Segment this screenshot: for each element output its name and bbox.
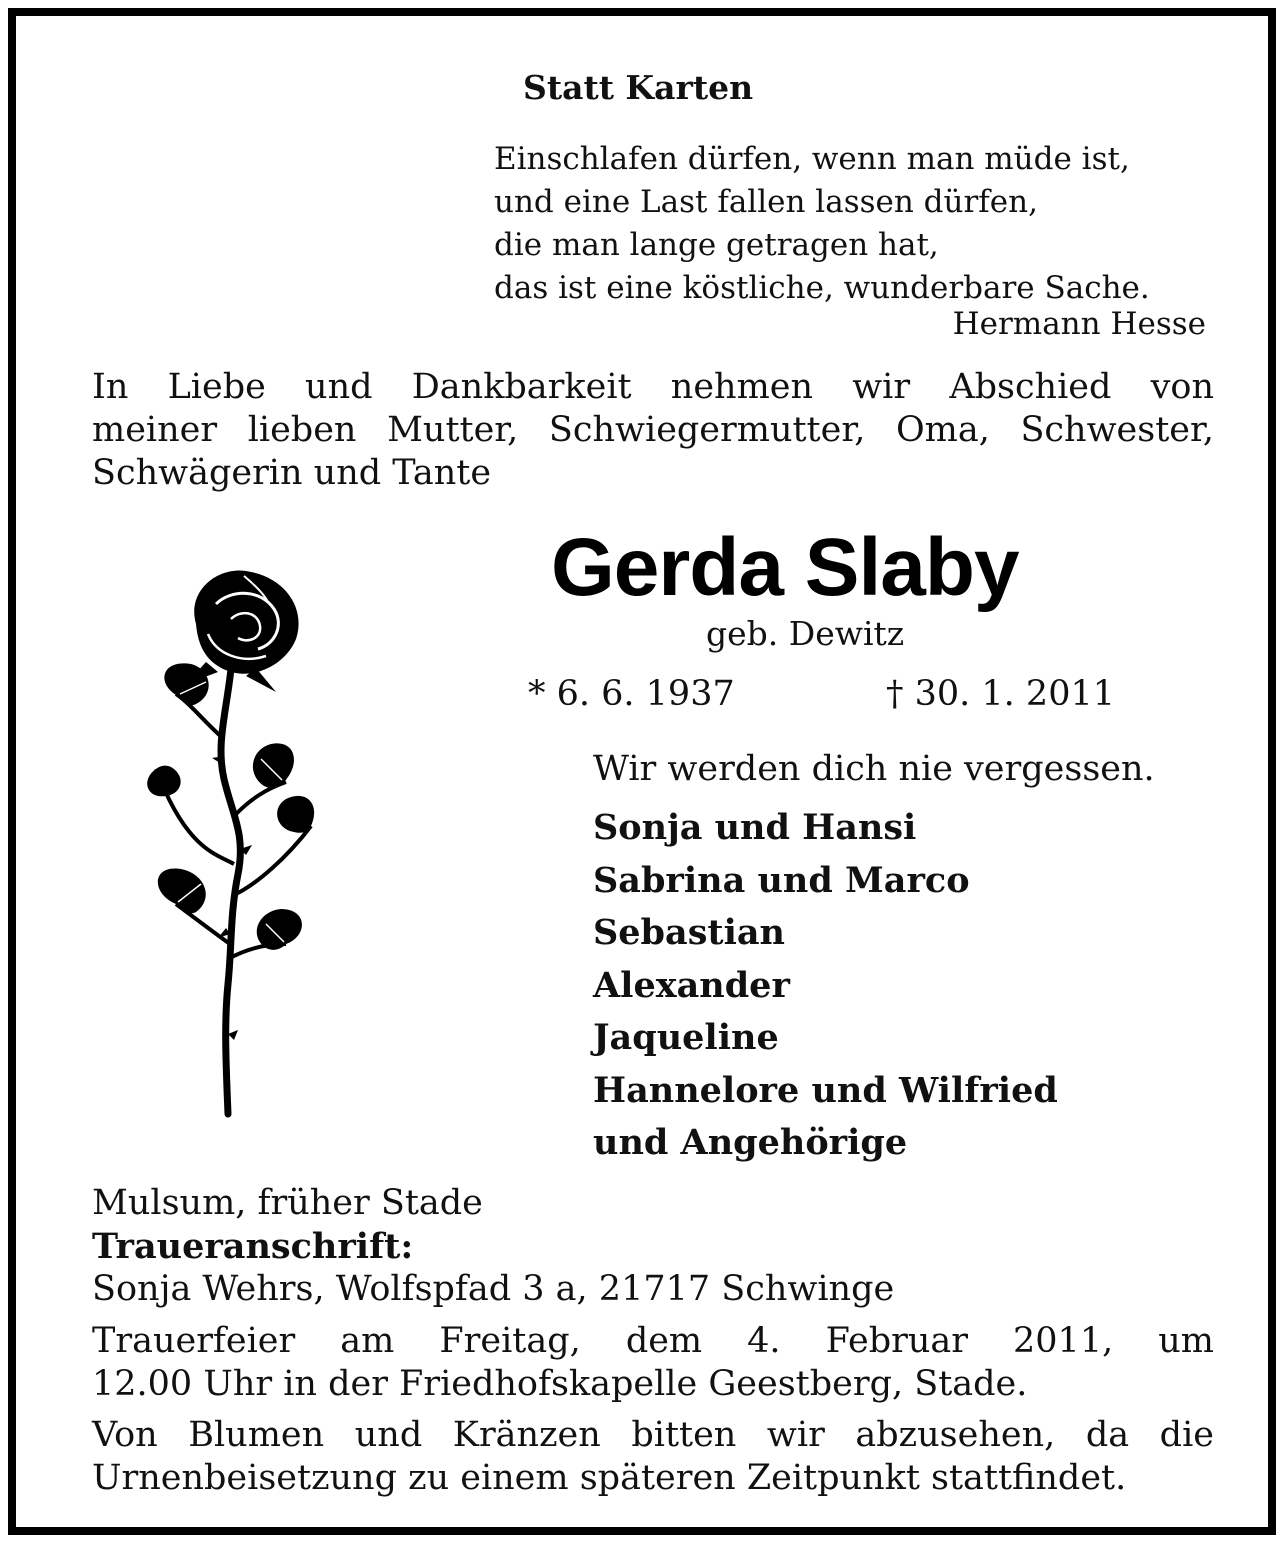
mourner-name: und Angehörige: [593, 1122, 908, 1163]
mourner-name: Sebastian: [593, 912, 785, 953]
ceremony-text: [92, 1320, 1214, 1406]
obituary-notice: [8, 8, 1276, 1535]
header-title: Statt Karten: [523, 68, 754, 107]
intro-line: meiner lieben Mutter, Schwiegermutter, Oma, Schwester,: [92, 410, 1214, 450]
place-line: Mulsum, früher Stade: [92, 1183, 483, 1223]
poem-author: Hermann Hesse: [952, 306, 1206, 342]
mourner-name: Hannelore und Wilfried: [593, 1069, 1058, 1111]
deceased-name: Gerda Slaby: [551, 522, 1019, 613]
mourner-name: Jaqueline: [593, 1017, 779, 1058]
rose-icon: [136, 564, 326, 1129]
poem-line: die man lange getragen hat,: [494, 227, 939, 263]
mourner-name: Alexander: [593, 964, 790, 1006]
intro-text: [92, 366, 1214, 495]
ceremony-line: Trauerfeier am Freitag, dem 4. Februar 2011, um: [92, 1321, 1214, 1361]
ceremony-line: 12.00 Uhr in der Friedhofskapelle Geestberg, Stade.: [92, 1364, 1028, 1404]
intro-line: In Liebe und Dankbarkeit nehmen wir Abschied von: [92, 367, 1214, 407]
intro-line: Schwägerin und Tante: [92, 453, 492, 493]
maiden-name: geb. Dewitz: [706, 614, 905, 653]
mourner-name: Sonja und Hansi: [593, 807, 917, 848]
flowers-line: Urnenbeisetzung zu einem späteren Zeitpunkt stattfindet.: [92, 1458, 1127, 1498]
birth-date: * 6. 6. 1937: [528, 674, 735, 714]
poem: [494, 138, 1150, 310]
mourner-name: Sabrina und Marco: [593, 859, 970, 901]
poem-line: und eine Last fallen lassen dürfen,: [494, 184, 1038, 220]
death-date: † 30. 1. 2011: [886, 674, 1116, 714]
flowers-line: Von Blumen und Kränzen bitten wir abzusehen, da die: [92, 1415, 1214, 1455]
address-label: Traueranschrift:: [92, 1226, 414, 1267]
remember-line: Wir werden dich nie vergessen.: [593, 749, 1155, 789]
mourners-list: [593, 802, 1058, 1170]
poem-line: Einschlafen dürfen, wenn man müde ist,: [494, 141, 1130, 177]
address-line: Sonja Wehrs, Wolfspfad 3 a, 21717 Schwinge: [92, 1269, 895, 1309]
poem-line: das ist eine köstliche, wunderbare Sache.: [494, 270, 1150, 306]
flowers-text: [92, 1414, 1214, 1500]
